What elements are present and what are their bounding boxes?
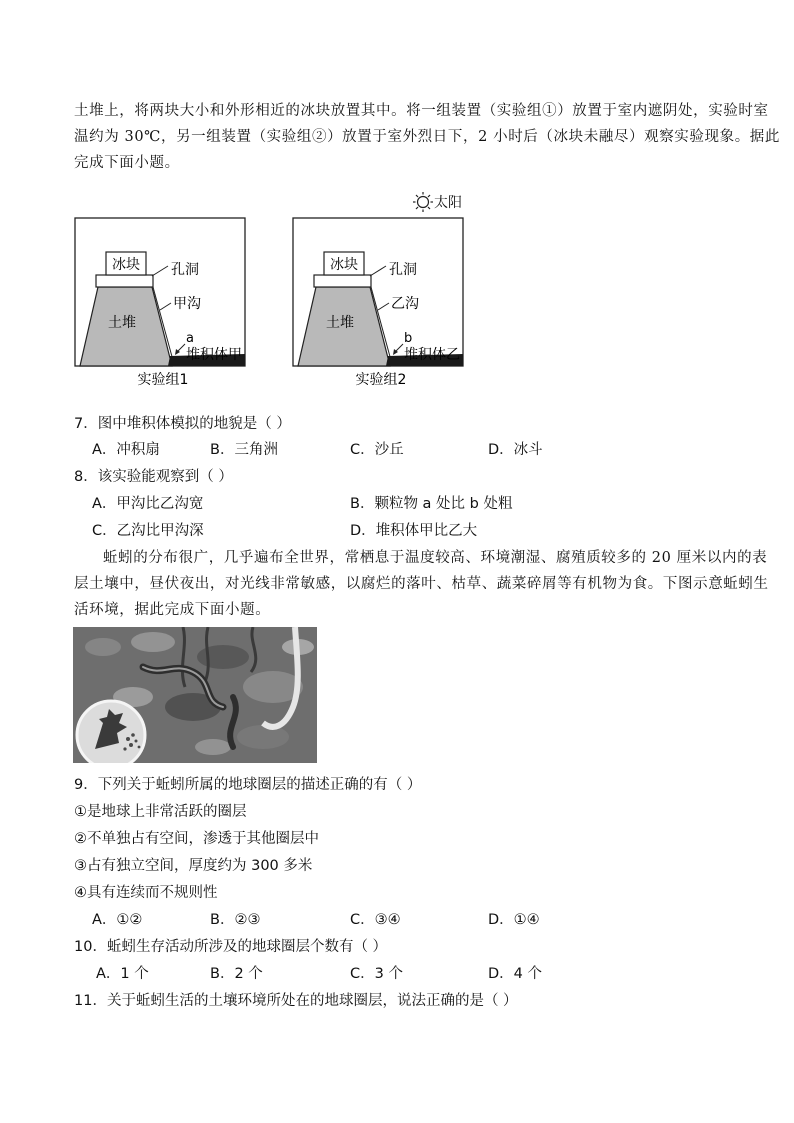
q8-option-b[interactable]: B．颗粒物 a 处比 b 处粗 [350,496,513,512]
group1-board [96,275,153,287]
group1-ice-label: 冰块 [112,257,140,273]
question-11-stem: 11．关于蚯蚓生活的土壤环境所处在的地球圈层，说法正确的是（ ） [74,993,518,1009]
experiment-figure [60,188,480,393]
intro-paragraph [74,98,780,176]
q10-option-a[interactable]: A．1 个 [96,966,149,982]
group2-board [314,275,371,287]
q9-option-d[interactable]: D．①④ [488,912,540,928]
group2-hole-label: 孔洞 [389,262,417,278]
q9-statement-2: ②不单独占有空间，渗透于其他圈层中 [74,831,319,847]
q10-option-d[interactable]: D．4 个 [488,966,542,982]
group2-deposit-label: 堆积体乙 [404,347,460,363]
passage-line-1: 蚯蚓的分布很广，几乎遍布全世界，常栖息于温度较高、环境潮湿、腐殖质较多的 20 厘米以内的表 [103,550,768,566]
group1-groove-label: 甲沟 [173,296,201,312]
q8-option-d[interactable]: D．堆积体甲比乙大 [350,523,478,539]
q7-option-d[interactable]: D．冰斗 [488,442,543,458]
q10-option-b[interactable]: B．2 个 [210,966,263,982]
q9-statement-1: ①是地球上非常活跃的圈层 [74,804,247,820]
q9-statement-3: ③占有独立空间，厚度约为 300 多米 [74,858,313,874]
q9-option-a[interactable]: A．①② [92,912,143,928]
group2-ice-label: 冰块 [330,257,358,273]
question-9-stem: 9．下列关于蚯蚓所属的地球圈层的描述正确的有（ ） [74,777,422,793]
q8-option-c[interactable]: C．乙沟比甲沟深 [92,523,204,539]
group2-soil-label: 土堆 [326,315,354,331]
question-8-stem: 8．该实验能观察到（ ） [74,469,233,485]
experiment-group-2 [293,218,463,388]
sun-icon [413,192,433,212]
passage-line-2: 层土壤中，昼伏夜出，对光线非常敏感，以腐烂的落叶、枯草、蔬菜碎屑等有机物为食。下图示意蚯蚓生 [74,576,769,592]
q9-option-b[interactable]: B．②③ [210,912,261,928]
q10-option-c[interactable]: C．3 个 [350,966,403,982]
earthworm-habitat-image [73,627,317,763]
group2-caption: 实验组2 [355,372,407,388]
intro-line-3: 完成下面小题。 [74,155,180,171]
sun-label: 太阳 [434,195,462,211]
group1-point-label: a [186,331,194,346]
question-10-stem: 10．蚯蚓生存活动所涉及的地球圈层个数有（ ） [74,939,388,955]
q9-statement-4: ④具有连续而不规则性 [74,885,218,901]
experiment-group-1 [75,218,245,388]
question-7-stem: 7．图中堆积体模拟的地貌是（ ） [74,416,291,432]
intro-line-1: 土堆上，将两块大小和外形相近的冰块放置其中。将一组装置（实验组①）放置于室内遮阴处，实验时室 [74,103,769,119]
group2-groove-label: 乙沟 [391,296,419,312]
q7-option-b[interactable]: B．三角洲 [210,442,278,458]
group1-deposit-label: 堆积体甲 [186,347,242,363]
passage-line-3: 活环境，据此完成下面小题。 [74,602,271,618]
group1-hole-label: 孔洞 [171,262,199,278]
intro-line-2: 温约为 30℃，另一组装置（实验组②）放置于室外烈日下，2 小时后（冰块未融尽）观察实验现象。据此 [74,129,781,145]
q9-option-c[interactable]: C．③④ [350,912,401,928]
q8-option-a[interactable]: A．甲沟比乙沟宽 [92,496,204,512]
group1-caption: 实验组1 [137,372,189,388]
q7-option-a[interactable]: A．冲积扇 [92,442,160,458]
group2-point-label: b [404,331,413,346]
group1-soil-label: 土堆 [108,315,136,331]
q7-option-c[interactable]: C．沙丘 [350,442,404,458]
earthworm-passage [74,545,769,623]
